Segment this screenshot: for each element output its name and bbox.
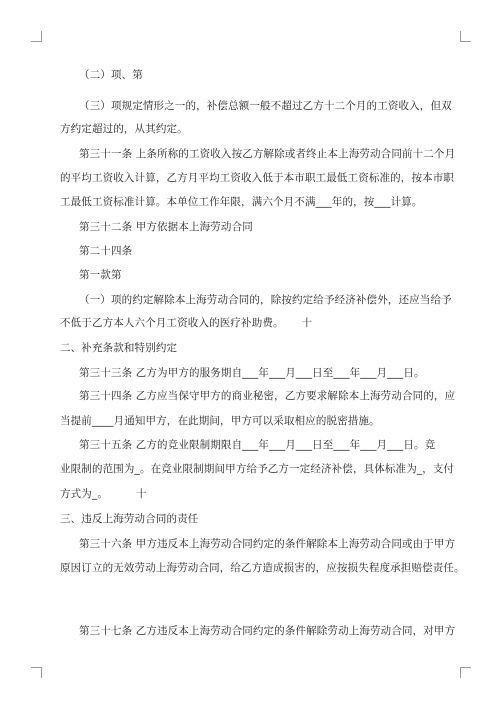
text-line: 工最低工资标准计算。本单位工作年限，满六个月不满___年的，按___计算。 bbox=[60, 196, 423, 208]
crop-mark-top-left bbox=[31, 31, 42, 42]
section-heading: 二、补充条款和特别约定 bbox=[60, 342, 178, 354]
text-line: 第三十一条 上条所称的工资收入按乙方解除或者终止本上海劳动合同前十二个月 bbox=[79, 148, 456, 160]
text-line: （二）项、第 bbox=[79, 69, 143, 81]
text-line: 当提前____月通知甲方，在此期间，甲方可以采取相应的脱密措施。 bbox=[60, 415, 380, 427]
text-line: 第三十二条 甲方依据本上海劳动合同 bbox=[79, 221, 253, 233]
text-line: 第二十四条 bbox=[79, 245, 133, 257]
section-heading: 三、违反上海劳动合同的责任 bbox=[60, 513, 199, 525]
text-line-with-mark bbox=[60, 487, 147, 501]
text-line: （一）项的约定解除本上海劳动合同的，除按约定给予经济补偿外，还应当给予 bbox=[79, 294, 452, 306]
text-line: （三）项规定情形之一的，补偿总额一般不超过乙方十二个月的工资收入，但双 bbox=[79, 100, 452, 112]
crop-mark-top-right bbox=[460, 31, 471, 42]
text-line: 方约定超过的，从其约定。 bbox=[60, 123, 188, 135]
text-line: 不低于乙方本人六个月工资收入的医疗补助费。 bbox=[60, 317, 284, 329]
text-line: 第三十三条 乙方为甲方的服务期自___年___月___日至___年___月___日。 bbox=[79, 367, 425, 379]
text-line: 方式为_。 bbox=[60, 488, 108, 500]
cross-mark: 十 bbox=[136, 488, 147, 500]
crop-mark-bottom-left bbox=[31, 667, 42, 678]
text-line: 第三十七条 乙方违反本上海劳动合同约定的条件解除劳动上海劳动合同，对甲方 bbox=[79, 625, 456, 637]
text-line: 第三十六条 甲方违反本上海劳动合同约定的条件解除本上海劳动合同或由于甲方 bbox=[79, 538, 456, 550]
text-line: 第三十五条 乙方的竞业限制期限自___年___月___日至___年___月___日。竞 bbox=[79, 439, 436, 451]
crop-mark-bottom-right bbox=[460, 667, 471, 678]
cross-mark: 十 bbox=[301, 317, 313, 329]
text-line: 原因订立的无效劳动上海劳动合同，给乙方造成损害的，应按损失程度承担赔偿责任。 bbox=[60, 562, 465, 574]
text-line-with-mark bbox=[60, 316, 312, 330]
text-line: 业限制的范围为_。在竞业限制期间甲方给予乙方一定经济补偿，具体标准为_，支付 bbox=[60, 463, 455, 475]
text-line: 第三十四条 乙方应当保守甲方的商业秘密，乙方要求解除本上海劳动合同的，应 bbox=[79, 390, 456, 402]
text-line: 第一款第 bbox=[79, 269, 122, 281]
text-line: 的平均工资收入计算，乙方月平均工资收入低于本市职工最低工资标准的，按本市职 bbox=[60, 172, 455, 184]
